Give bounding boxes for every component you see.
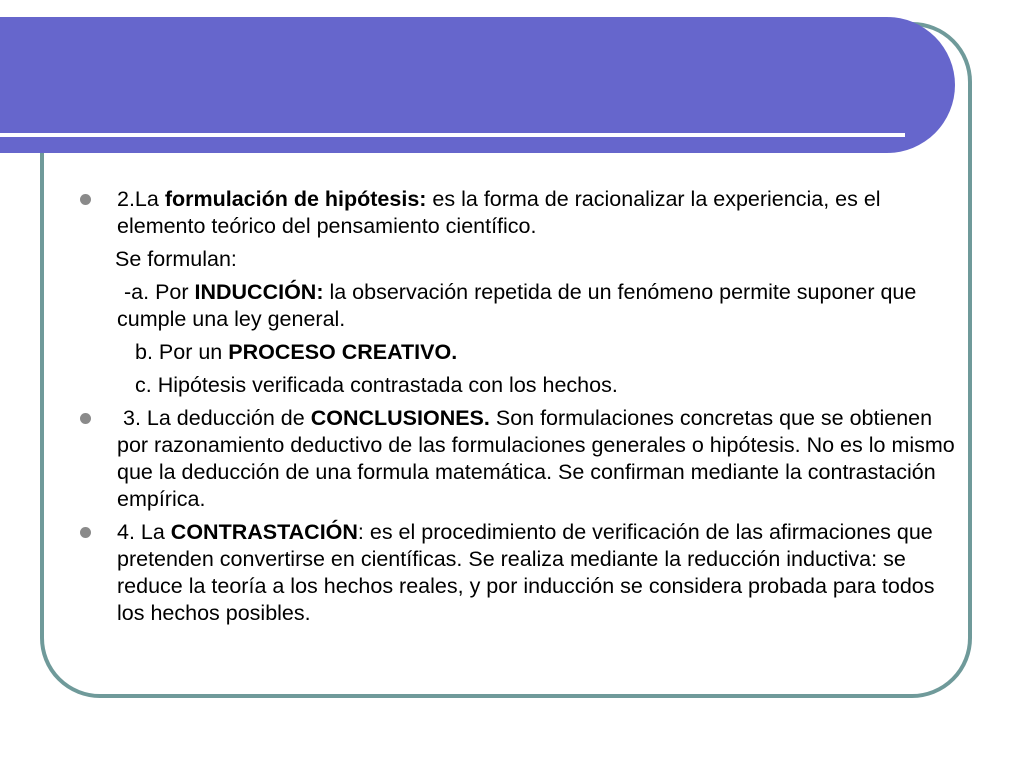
sub-text: b. Por un	[135, 340, 229, 364]
bullet-dot-icon	[80, 194, 91, 205]
bullet-dot-icon	[80, 527, 91, 538]
item-bold-term: formulación de hipótesis:	[164, 187, 427, 211]
slide-content	[78, 186, 958, 633]
item-text: : es el procedimiento de verificación de las afirmaciones que pretenden convertirse en científicas. Se realiza mediante la reducción inductiva: se reduce la teoría a los hechos reales, y por inducción se considera probada para todos los hechos posibles.	[117, 520, 935, 625]
bullet-dot-icon	[80, 413, 91, 424]
sub-text: c. Hipótesis verificada contrastada con los hechos.	[135, 373, 618, 397]
sub-item-hipotesis-verificada	[78, 372, 958, 399]
bullet-item-contrastacion	[78, 519, 958, 627]
sub-item-induccion	[78, 279, 958, 333]
item-text: 3. La deducción de	[123, 406, 311, 430]
item-text: 2.La	[117, 187, 165, 211]
sub-bold-term: INDUCCIÓN:	[194, 280, 324, 304]
item-text: 4. La	[117, 520, 171, 544]
sub-item-proceso-creativo	[78, 339, 958, 366]
sub-text: la observación repetida de un fenómeno permite suponer que cumple una ley general.	[117, 280, 917, 331]
sub-text: Se formulan:	[115, 247, 237, 271]
sub-text: -a. Por	[124, 280, 195, 304]
item-text: Son formulaciones concretas que se obtienen por razonamiento deductivo de las formulaciones generales o hipótesis. No es lo mismo que la deducción de una formula matemática. Se confirman mediante la contrastación empírica.	[117, 406, 955, 511]
sub-bold-term: PROCESO CREATIVO.	[228, 340, 458, 364]
sub-item-se-formulan	[78, 246, 958, 273]
banner-underline	[0, 133, 905, 137]
bullet-item-hipotesis	[78, 186, 958, 240]
item-bold-term: CONTRASTACIÓN	[170, 520, 358, 544]
bullet-item-conclusiones	[78, 405, 958, 513]
item-bold-term: CONCLUSIONES.	[310, 406, 490, 430]
item-text: es la forma de racionalizar la experiencia, es el elemento teórico del pensamiento científico.	[117, 187, 881, 238]
